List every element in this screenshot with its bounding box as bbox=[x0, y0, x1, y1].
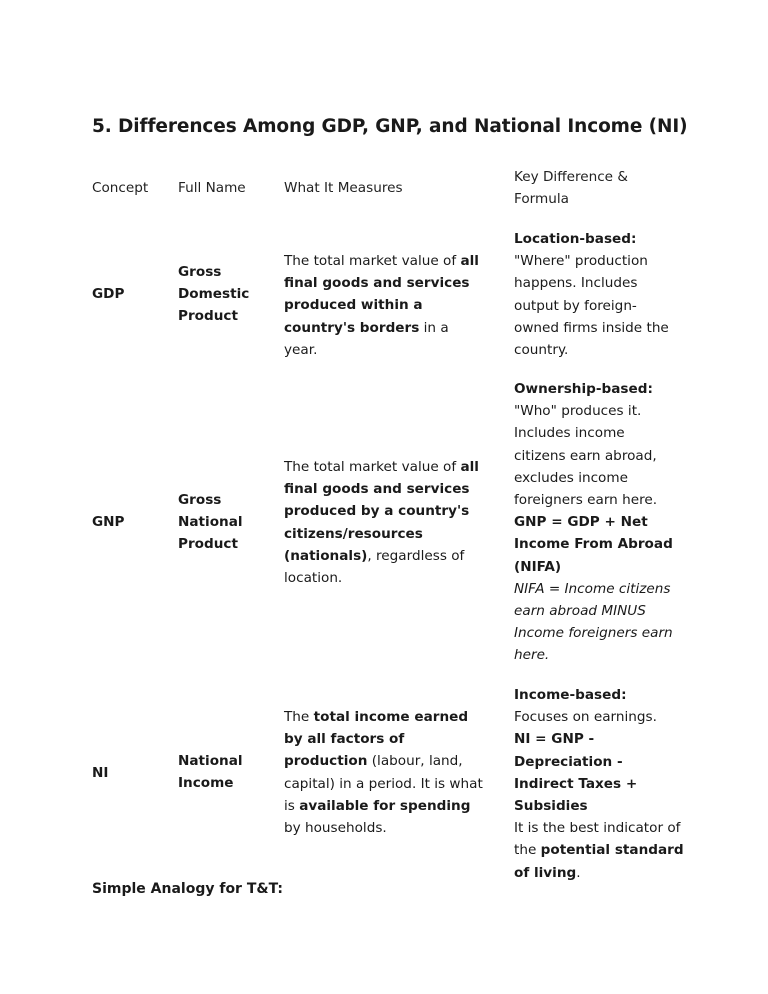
analogy-heading: Simple Analogy for T&T: bbox=[92, 881, 283, 897]
row-gnp-key: Ownership-based: "Who" produces it. Includes income citizens earn abroad, excludes income foreigners earn here. GNP = GDP + Net Income From Abroad (NIFA) NIFA = Income citizens earn abroad MINUS Income foreigners earn here. bbox=[514, 381, 673, 664]
row-gdp-key: Location-based: "Where" production happens. Includes output by foreign-owned firms inside the country. bbox=[514, 231, 669, 359]
row-gdp-full-name: Gross Domestic Product bbox=[178, 264, 250, 325]
section-title: 5. Differences Among GDP, GNP, and National Income (NI) bbox=[92, 116, 688, 137]
row-gdp-measures: The total market value of all final goods and services produced within a country's borders in a year. bbox=[284, 253, 479, 358]
header-key-difference: Key Difference & Formula bbox=[514, 169, 628, 208]
gnp-formula: GNP = GDP + Net Income From Abroad (NIFA) bbox=[514, 514, 673, 575]
row-ni-full-name: National Income bbox=[178, 753, 243, 792]
row-gnp-full-name: Gross National Product bbox=[178, 492, 243, 553]
row-ni-measures: The total income earned by all factors of production (labour, land, capital) in a period. It is what is available for spending by households. bbox=[284, 709, 483, 837]
row-ni-key: Income-based: Focuses on earnings. NI = GNP - Depreciation - Indirect Taxes + Subsidies It is the best indicator of the potential standard of living. bbox=[514, 687, 684, 881]
row-ni-concept: NI bbox=[92, 765, 109, 781]
row-gdp-concept: GDP bbox=[92, 286, 125, 302]
row-gnp-measures: The total market value of all final goods and services produced by a country's citizens/resources (nationals), regardless of location. bbox=[284, 459, 479, 587]
nifa-note: NIFA = Income citizens earn abroad MINUS Income foreigners earn here. bbox=[514, 580, 673, 664]
header-full-name: Full Name bbox=[178, 180, 246, 196]
header-concept: Concept bbox=[92, 180, 149, 196]
row-gnp-concept: GNP bbox=[92, 514, 125, 530]
ni-formula: NI = GNP - Depreciation - Indirect Taxes + Subsidies bbox=[514, 731, 638, 815]
header-what-it-measures: What It Measures bbox=[284, 180, 403, 196]
